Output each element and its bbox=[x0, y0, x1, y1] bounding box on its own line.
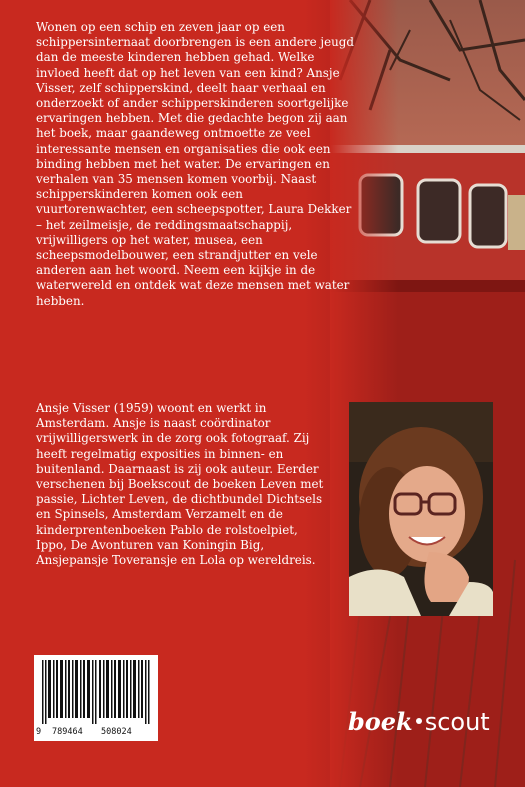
logo-part1: boek bbox=[348, 707, 413, 736]
logo-dot-icon bbox=[416, 718, 422, 724]
barcode-group-right: 508024 bbox=[101, 727, 132, 737]
author-portrait bbox=[349, 402, 493, 616]
barcode-group-left: 789464 bbox=[52, 727, 83, 737]
barcode bbox=[34, 655, 158, 741]
publisher-logo bbox=[348, 707, 490, 736]
ship-photo bbox=[330, 0, 525, 787]
book-blurb: Wonen op een schip en zeven jaar op een schippersinternaat doorbrengen is een andere jeugd dan de meeste kinderen hebben gehad. Welke invloed heeft dat op het leven van een kind? Ansje Visser, zelf schipperskind, deelt haar verhaal en onderzoekt of ander schipperskinderen soortgelijke ervaringen hebben. Met die gedachte begon zij aan het boek, maar gaandeweg ontmoette ze veel interessante mensen en organisaties die ook een binding hebben met het water. De ervaringen en verhalen van 35 mensen komen voorbij. Naast schipperskinderen komen ook een vuurtorenwachter, een scheepspotter, Laura Dekker – het zeilmeisje, de reddingsmaatschappij, vrijwilligers op het water, musea, een scheepsmodelbouwer, een strandjutter en vele anderen aan het woord. Neem een kijkje in de waterwereld en ontdek wat deze mensen met water hebben. bbox=[36, 20, 355, 308]
logo-part2: scout bbox=[424, 708, 490, 736]
author-bio: Ansje Visser (1959) woont en werkt in Amsterdam. Ansje is naast coördinator vrijwilligerswerk in de zorg ook fotograaf. Zij heeft regelmatig exposities in binnen- en buitenland. Daarnaast is zij ook auteur. Eerder verschenen bij Boekscout de boeken Leven met passie, Lichter Leven, de dichtbundel Dichtsels en Spinsels, Amsterdam Verzamelt en de kinderprentenboeken Pablo de rolstoelpiet, Ippo, De Avonturen van Koningin Big, Ansjepansje Toveransje en Lola op wereldreis. bbox=[36, 401, 324, 568]
barcode-bars bbox=[42, 660, 150, 724]
barcode-digit-lead: 9 bbox=[36, 727, 42, 737]
